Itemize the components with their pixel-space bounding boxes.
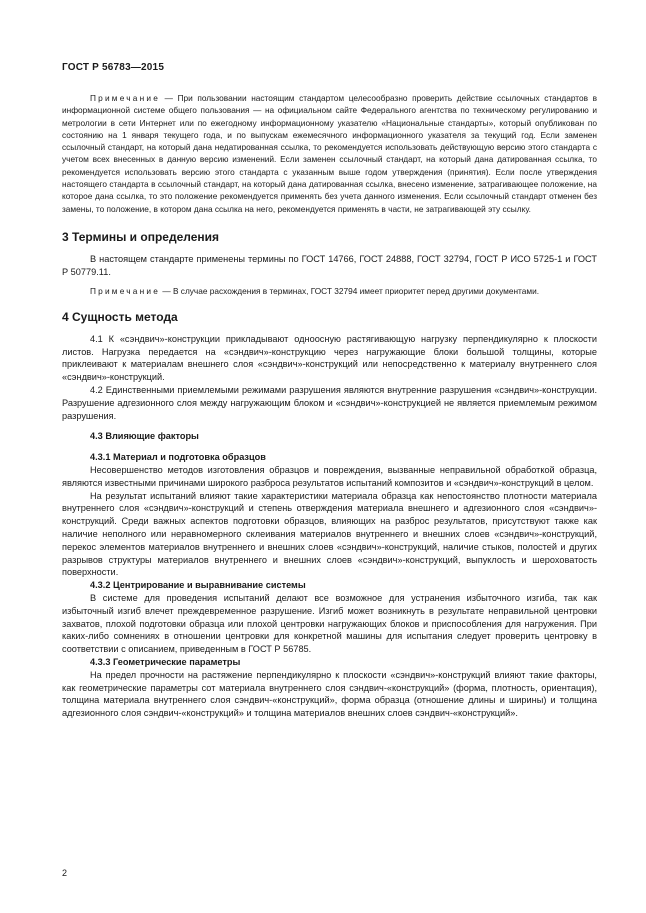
heading-4-3-3: 4.3.3 Геометрические параметры — [90, 656, 241, 667]
page-content — [62, 92, 597, 720]
paragraph-4-3-1-b: На результат испытаний влияют такие характеристики материала образца как непостоянство плотности материала внутреннего слоя «сэндвич»-конструкций и степень отверждения материала внешнего и адгезионного слоя «сэндвич»-конструкций. Среди важных аспектов подготовки образцов, влияющих на разброс результатов, присутствуют также как наличие неполного или неравномерного склеивания материалов внутреннего и внешних слоев «сэндвич»-конструкций, перекос элементов материалов внутреннего и внешних слоев «сэндвич»-конструкций, наличие стыков, полостей и других разрывов структуры материалов внутреннего и внешних слоев «сэндвич»-конструкций, выпуклость и шероховатость поверхности. — [62, 490, 597, 578]
paragraph-4-1: 4.1 К «сэндвич»-конструкции прикладывают одноосную растягивающую нагрузку перпендикулярно к плоскости листов. Нагрузка передается на «сэндвич»-конструкцию через нагружающие блоки большой толщины, которые приклеивают к материалам внешнего слоя «сэндвич»-конструкций или непосредственно к материалу внутреннего слоя «сэндвич»-конструкций. — [62, 333, 597, 383]
heading-4-3: 4.3 Влияющие факторы — [90, 431, 199, 442]
note-text: При пользовании настоящим стандартом целесообразно проверить действие ссылочных стандартов в информационной системе общего пользования — на официальном сайте Федерального агентства по техническому регулированию и метрологии в сети Интернет или по ежегодному информационному указателю «Национальные стандарты», который опубликован по состоянию на 1 января текущего года, и по выпускам ежемесячного информационного указателя за текущий год. Если заменен ссылочный стандарт, на который дана недатированная ссылка, то рекомендуется использовать действующую версию этого стандарта с учетом всех внесенных в данную версию изменений. Если заменен ссылочный стандарт, на который дана датированная ссылка, то рекомендуется использовать версию этого стандарта с указанным выше годом утверждения (принятия). Если после утверждения настоящего стандарта в ссылочный стандарт, на который дана датированная ссылка, внесено изменение, затрагивающее положение, на которое дана ссылка, то это положение рекомендуется применять без учета данного изменения. Если ссылочный стандарт отменен без замены, то положение, в котором дана ссылка на него, рекомендуется применять в части, не затрагивающей эту ссылку. — [62, 93, 597, 214]
terms-note-label: Примечание — [90, 285, 161, 296]
references-note — [62, 92, 597, 215]
section-4-title: 4 Сущность метода — [62, 309, 178, 324]
heading-4-3-2: 4.3.2 Центрирование и выравнивание системы — [90, 580, 306, 591]
heading-4-3-1: 4.3.1 Материал и подготовка образцов — [90, 452, 266, 463]
section-3-paragraph: В настоящем стандарте применены термины по ГОСТ 14766, ГОСТ 24888, ГОСТ 32794, ГОСТ Р ИСО 5725-1 и ГОСТ Р 50779.11. — [62, 253, 597, 277]
document-header: ГОСТ Р 56783—2015 — [62, 62, 165, 73]
terms-note — [62, 285, 597, 297]
note-dash: — — [160, 93, 178, 103]
paragraph-4-2: 4.2 Единственными приемлемыми режимами разрушения являются внутренние разрушения «сэндвич»-конструкции. Разрушение адгезионного слоя между нагружающим блоком и «сэндвич»-конструкцией не является приемлемым режимом разрушения. — [62, 385, 597, 421]
paragraph-4-3-1-a: Несовершенство методов изготовления образцов и повреждения, вызванные неправильной обработкой образца, являются известными причинами широкого разброса результатов испытаний композитов и «сэндвич»-конструкций в целом. — [62, 465, 597, 488]
page-number: 2 — [62, 868, 68, 878]
note-label: Примечание — [90, 93, 161, 103]
terms-note-text: В случае расхождения в терминах, ГОСТ 32794 имеет приоритет перед другими документами. — [172, 285, 540, 296]
terms-note-dash: — — [160, 285, 173, 296]
paragraph-4-3-3: На предел прочности на растяжение перпендикулярно к плоскости «сэндвич»-конструкций влияют такие факторы, как геометрические параметры сот материала внутреннего слоя сэндвич-«конструкций» (форма, плотность, ориентация), толщина материала внутреннего слоя сэндвич-«конструкций», форма образца (отношение длины и ширины) и толщина адгезионного слоя сэндвич-«конструкций» и толщина материалов внешних слоев сэндвич-«конструкций». — [62, 669, 597, 719]
section-3-title: 3 Термины и определения — [62, 229, 220, 244]
paragraph-4-3-2: В системе для проведения испытаний делают все возможное для устранения избыточного изгиба, так как избыточный изгиб влечет преждевременное разрушение. Изгиб может возникнуть в результате неправильной центровки захватов, плохой подготовки образца или плохой центровки нагружающих блоков и приспособления для нагружения. При каких-либо сомнениях в отношении центровки для конкретной машины для испытания следует проверить центровку в соответствии с описанием, приведенным в ГОСТ Р 56785. — [62, 593, 597, 655]
